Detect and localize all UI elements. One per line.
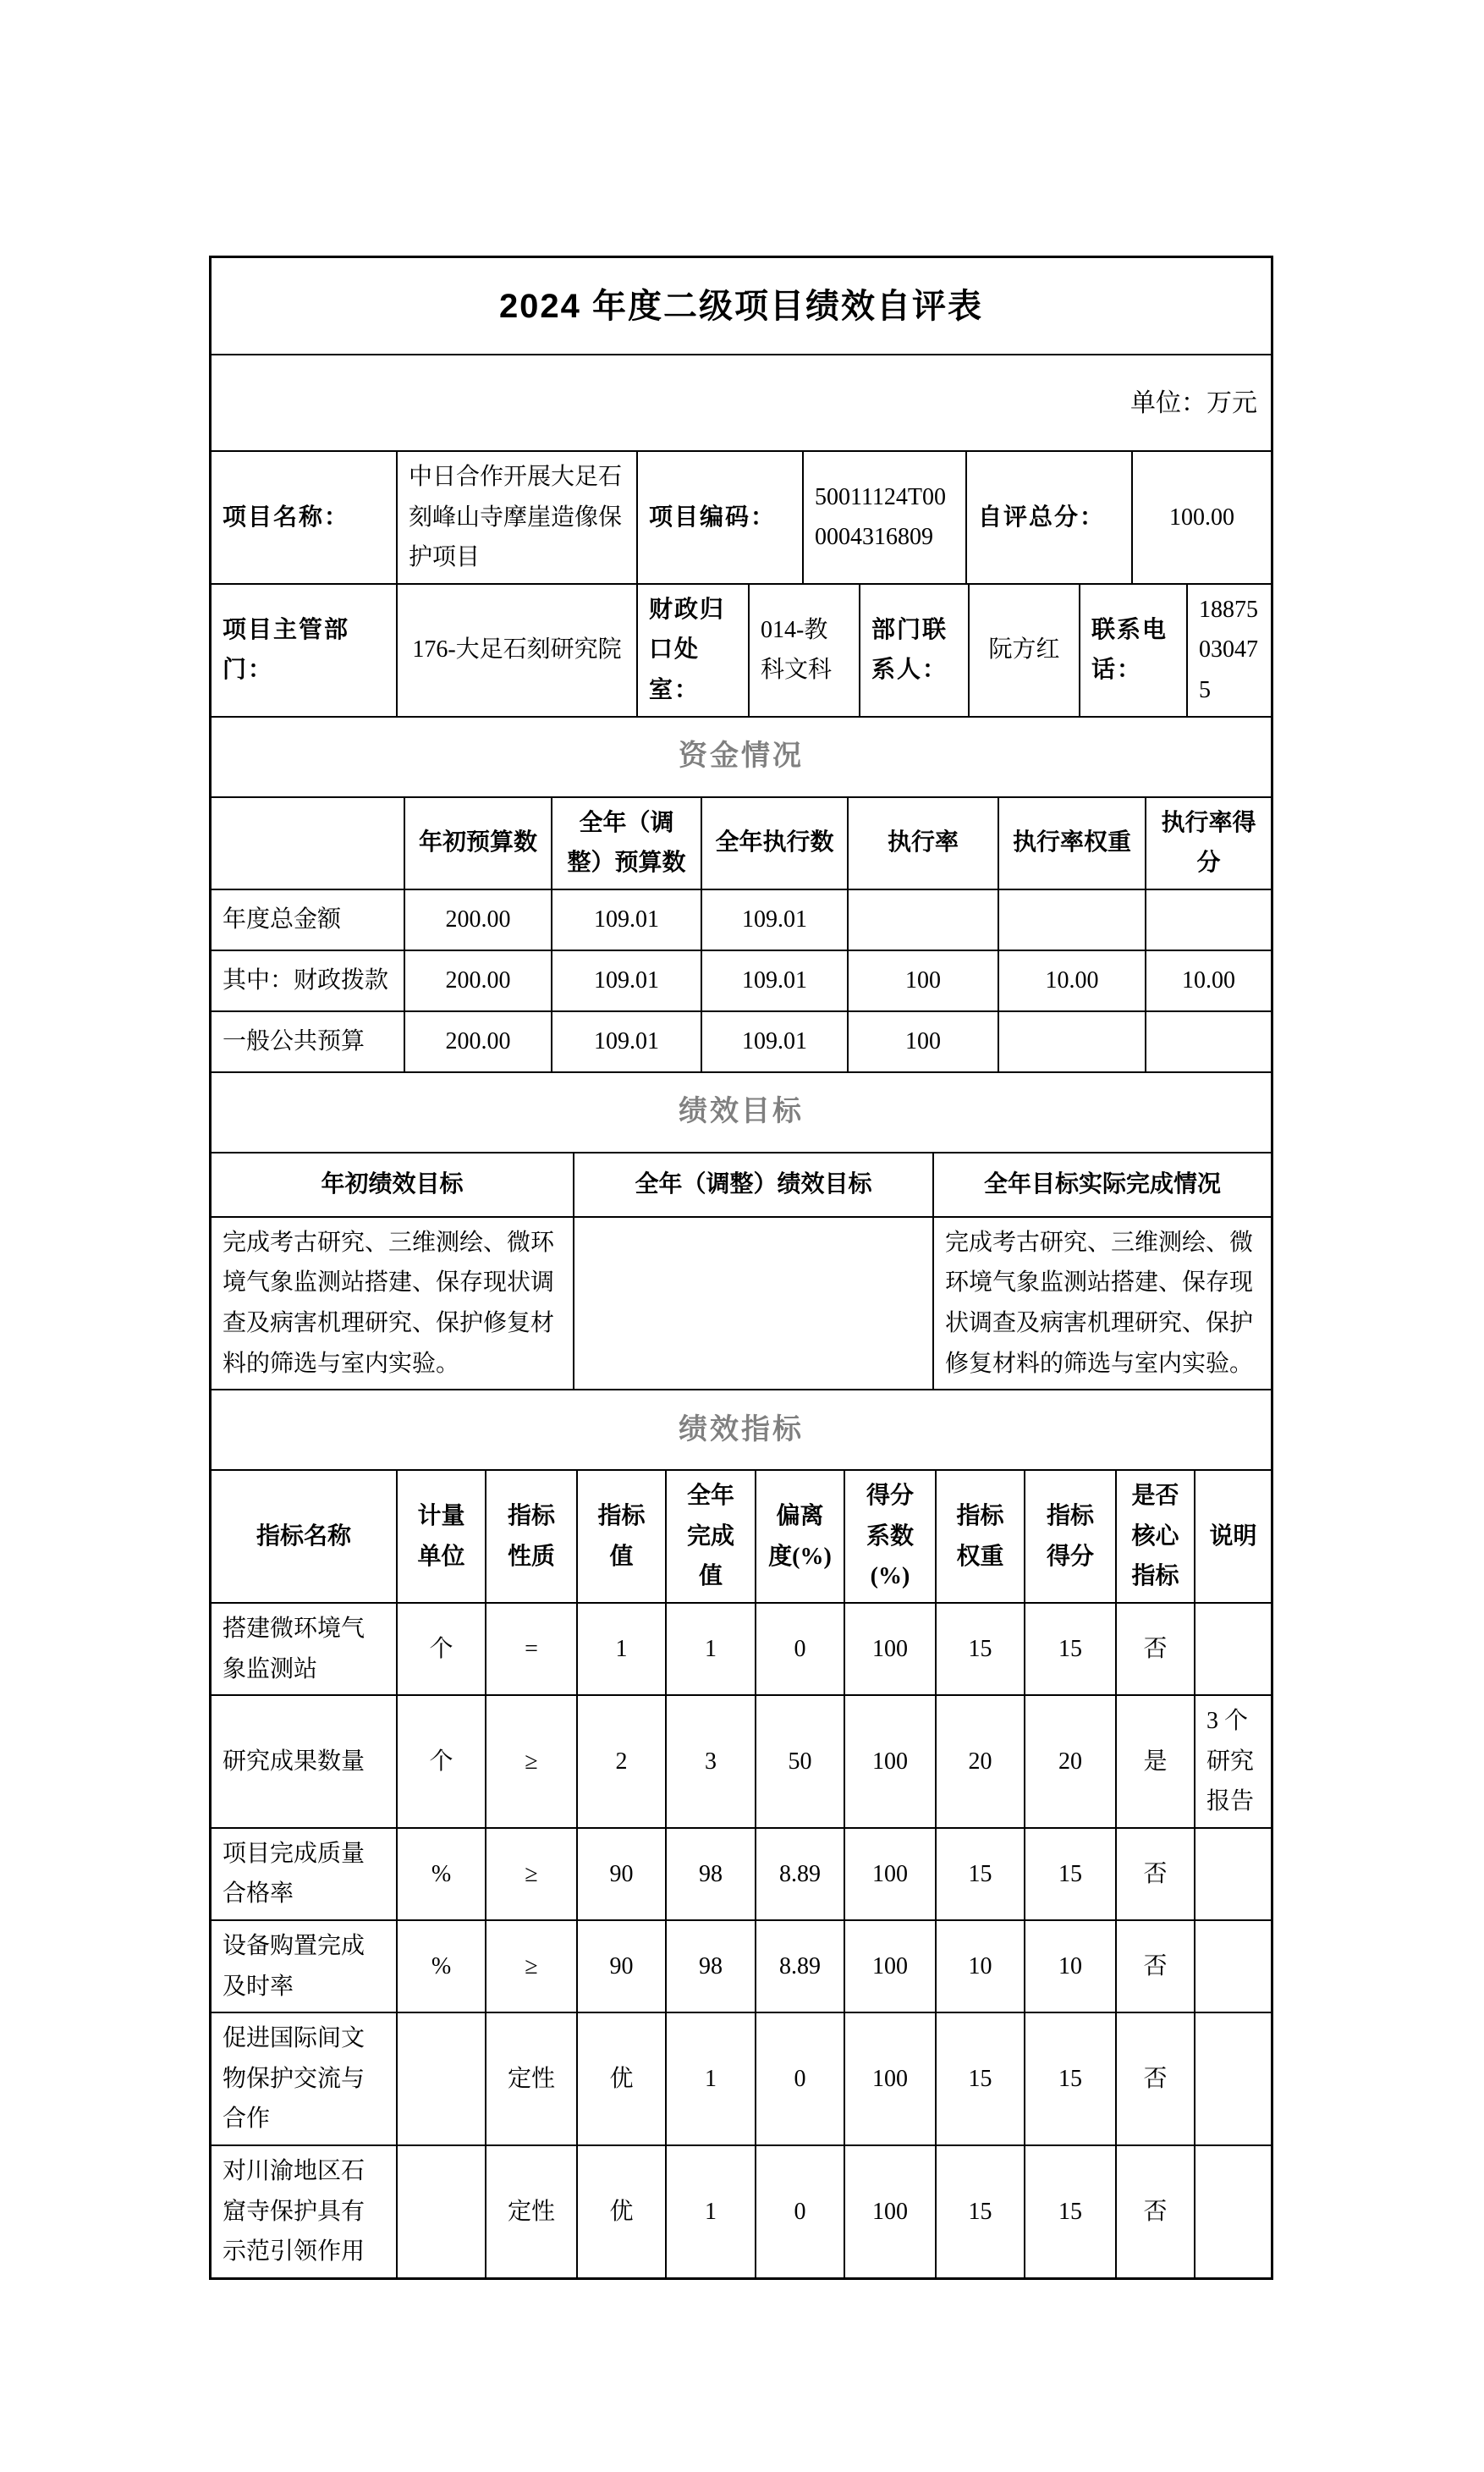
- funding-header-rate: 执行率: [847, 798, 998, 889]
- goals-section-band: [212, 1071, 1271, 1152]
- funding-header-adjusted-budget: 全年（调整）预算数: [551, 798, 701, 889]
- initial-goal-text: 完成考古研究、三维测绘、微环境气象监测站搭建、保存现状调查及病害机理研究、保护修复材料的筛选与室内实验。: [223, 1229, 555, 1377]
- indicator-target: 90: [576, 1829, 665, 1919]
- phone-label: 联系电话：: [1079, 585, 1186, 716]
- contact-label: 部门联系人：: [859, 585, 968, 716]
- indicator-core: 否: [1115, 2013, 1194, 2144]
- indicator-unit: [396, 2013, 485, 2144]
- rate-weight-value: [998, 1012, 1145, 1071]
- indicator-nature: ≥: [485, 1829, 576, 1919]
- indicator-weight: 10: [935, 1921, 1024, 2012]
- rate-weight-value: 10.00: [998, 951, 1145, 1010]
- indicator-completed: 98: [665, 1829, 755, 1919]
- indicator-name: 促进国际间文物保护交流与合作: [223, 2025, 366, 2133]
- indicator-unit: 个: [396, 1604, 485, 1694]
- indicator-coefficient: 100: [844, 2013, 935, 2144]
- indicator-score: 15: [1024, 1604, 1115, 1694]
- project-name-label: 项目名称：: [223, 504, 350, 531]
- initial-budget-value: 200.00: [404, 1012, 551, 1071]
- unit-note: 单位：万元: [1130, 388, 1257, 417]
- indicator-deviation: 0: [755, 1604, 844, 1694]
- indicator-header-unit: 计量单位: [396, 1471, 485, 1602]
- executed-value: 109.01: [701, 1012, 847, 1071]
- indicator-score: 10: [1024, 1921, 1115, 2012]
- indicator-target: 优: [576, 2146, 665, 2277]
- indicator-coefficient: 100: [844, 1696, 935, 1827]
- project-info-row-2: [212, 583, 1271, 716]
- finance-office-value: 014-教科文科: [748, 585, 859, 716]
- rate-weight-value: [998, 890, 1145, 950]
- rate-value: 100: [847, 951, 998, 1010]
- goals-header-adjusted: 全年（调整）绩效目标: [573, 1153, 932, 1216]
- indicators-section-title: 绩效指标: [679, 1412, 804, 1445]
- funding-header-executed: 全年执行数: [701, 798, 847, 889]
- indicator-deviation: 0: [755, 2013, 844, 2144]
- funding-header-initial-budget: 年初预算数: [404, 798, 551, 889]
- indicator-core: 否: [1115, 1604, 1194, 1694]
- indicator-row: [212, 1919, 1271, 2012]
- indicator-core: 否: [1115, 2146, 1194, 2277]
- indicator-header-target: 指标值: [576, 1471, 665, 1602]
- indicator-name: 设备购置完成及时率: [223, 1933, 366, 2000]
- indicator-core: 是: [1115, 1696, 1194, 1827]
- funding-section-band: [212, 716, 1271, 796]
- dept-value: 176-大足石刻研究院: [396, 585, 636, 716]
- indicator-unit: %: [396, 1921, 485, 2012]
- indicator-note: 3 个研究报告: [1194, 1696, 1271, 1827]
- indicator-completed: 1: [665, 2146, 755, 2277]
- indicator-completed: 98: [665, 1921, 755, 2012]
- indicator-header-coefficient: 得分系数(%): [844, 1471, 935, 1602]
- contact-value: 阮方红: [968, 585, 1079, 716]
- indicator-weight: 15: [935, 2146, 1024, 2277]
- executed-value: 109.01: [701, 951, 847, 1010]
- indicator-nature: ≥: [485, 1696, 576, 1827]
- funding-row-total: [212, 889, 1271, 950]
- goals-header-initial: 年初绩效目标: [321, 1170, 464, 1197]
- indicator-name: 搭建微环境气象监测站: [223, 1615, 366, 1682]
- indicator-target: 1: [576, 1604, 665, 1694]
- indicator-deviation: 8.89: [755, 1921, 844, 2012]
- indicator-score: 15: [1024, 2146, 1115, 2277]
- funding-header-rate-score: 执行率得分: [1145, 798, 1271, 889]
- indicator-deviation: 0: [755, 2146, 844, 2277]
- finance-office-label: 财政归口处室：: [636, 585, 748, 716]
- rate-score-value: [1145, 1012, 1271, 1071]
- indicator-note: [1194, 2013, 1271, 2144]
- goals-section-title: 绩效目标: [679, 1095, 804, 1128]
- rate-score-value: [1145, 890, 1271, 950]
- indicator-name: 对川渝地区石窟寺保护具有示范引领作用: [223, 2158, 366, 2266]
- adjusted-goal-text: [573, 1218, 932, 1389]
- indicator-note: [1194, 1829, 1271, 1919]
- indicator-header-core: 是否核心指标: [1115, 1471, 1194, 1602]
- funding-header-row: [212, 796, 1271, 889]
- indicator-header-completed: 全年完成值: [665, 1471, 755, 1602]
- self-score-label: 自评总分：: [965, 452, 1131, 583]
- funding-row-label: 年度总金额: [223, 906, 342, 933]
- indicator-weight: 15: [935, 1829, 1024, 1919]
- indicator-note: [1194, 2146, 1271, 2277]
- indicator-header-name: 指标名称: [256, 1522, 351, 1550]
- funding-header-rate-weight: 执行率权重: [998, 798, 1145, 889]
- funding-section-title: 资金情况: [679, 740, 804, 773]
- title-row: [212, 258, 1271, 354]
- self-evaluation-table: [209, 256, 1273, 2280]
- indicator-unit: %: [396, 1829, 485, 1919]
- project-info-row-1: [212, 450, 1271, 583]
- indicator-unit: 个: [396, 1696, 485, 1827]
- indicator-nature: ≥: [485, 1921, 576, 2012]
- indicator-score: 15: [1024, 2013, 1115, 2144]
- indicator-coefficient: 100: [844, 1604, 935, 1694]
- unit-row: [212, 354, 1271, 450]
- funding-row-fiscal: [212, 950, 1271, 1010]
- indicators-header-row: [212, 1469, 1271, 1602]
- indicator-deviation: 50: [755, 1696, 844, 1827]
- funding-row-label: 其中：财政拨款: [223, 966, 389, 994]
- executed-value: 109.01: [701, 890, 847, 950]
- dept-label: 项目主管部门：: [223, 616, 350, 684]
- phone-value: 18875030475: [1186, 585, 1271, 716]
- indicator-completed: 1: [665, 1604, 755, 1694]
- indicator-target: 2: [576, 1696, 665, 1827]
- indicator-coefficient: 100: [844, 2146, 935, 2277]
- project-code-value: 50011124T000004316809: [802, 452, 965, 583]
- actual-goal-text: 完成考古研究、三维测绘、微环境气象监测站搭建、保存现状调查及病害机理研究、保护修复材料的筛选与室内实验。: [932, 1218, 1271, 1389]
- adjusted-budget-value: 109.01: [551, 1012, 701, 1071]
- indicator-nature: 定性: [485, 2013, 576, 2144]
- project-name-value: 中日合作开展大足石刻峰山寺摩崖造像保护项目: [396, 452, 636, 583]
- indicator-weight: 20: [935, 1696, 1024, 1827]
- goals-header-actual: 全年目标实际完成情况: [932, 1153, 1271, 1216]
- indicator-completed: 3: [665, 1696, 755, 1827]
- indicator-header-nature: 指标性质: [485, 1471, 576, 1602]
- adjusted-budget-value: 109.01: [551, 890, 701, 950]
- indicator-header-deviation: 偏离度(%): [755, 1471, 844, 1602]
- indicator-row: [212, 1827, 1271, 1919]
- initial-budget-value: 200.00: [404, 890, 551, 950]
- indicator-note: [1194, 1921, 1271, 2012]
- indicator-header-score: 指标得分: [1024, 1471, 1115, 1602]
- indicator-header-weight: 指标权重: [935, 1471, 1024, 1602]
- indicator-name: 研究成果数量: [223, 1748, 366, 1775]
- indicator-header-note: 说明: [1194, 1471, 1271, 1602]
- indicator-note: [1194, 1604, 1271, 1694]
- indicator-coefficient: 100: [844, 1829, 935, 1919]
- rate-value: [847, 890, 998, 950]
- indicator-completed: 1: [665, 2013, 755, 2144]
- indicator-row: [212, 2012, 1271, 2144]
- indicator-score: 20: [1024, 1696, 1115, 1827]
- indicator-row: [212, 2144, 1271, 2277]
- indicator-nature: 定性: [485, 2146, 576, 2277]
- indicator-target: 优: [576, 2013, 665, 2144]
- project-code-label: 项目编码：: [636, 452, 802, 583]
- indicator-core: 否: [1115, 1921, 1194, 2012]
- indicator-coefficient: 100: [844, 1921, 935, 2012]
- goals-content-row: [212, 1216, 1271, 1389]
- indicator-unit: [396, 2146, 485, 2277]
- indicator-row: [212, 1694, 1271, 1827]
- indicator-nature: =: [485, 1604, 576, 1694]
- page-title: 2024 年度二级项目绩效自评表: [498, 287, 984, 325]
- funding-header-empty: [212, 798, 404, 889]
- indicator-name: 项目完成质量合格率: [223, 1840, 366, 1908]
- rate-score-value: 10.00: [1145, 951, 1271, 1010]
- indicator-weight: 15: [935, 1604, 1024, 1694]
- indicator-deviation: 8.89: [755, 1829, 844, 1919]
- goals-header-row: [212, 1152, 1271, 1216]
- indicator-weight: 15: [935, 2013, 1024, 2144]
- rate-value: 100: [847, 1012, 998, 1071]
- indicator-core: 否: [1115, 1829, 1194, 1919]
- initial-budget-value: 200.00: [404, 951, 551, 1010]
- funding-row-public-budget: [212, 1010, 1271, 1071]
- self-score-value: 100.00: [1131, 452, 1271, 583]
- funding-row-label: 一般公共预算: [223, 1027, 366, 1054]
- indicator-score: 15: [1024, 1829, 1115, 1919]
- indicator-row: [212, 1602, 1271, 1694]
- adjusted-budget-value: 109.01: [551, 951, 701, 1010]
- indicators-section-band: [212, 1389, 1271, 1469]
- indicator-target: 90: [576, 1921, 665, 2012]
